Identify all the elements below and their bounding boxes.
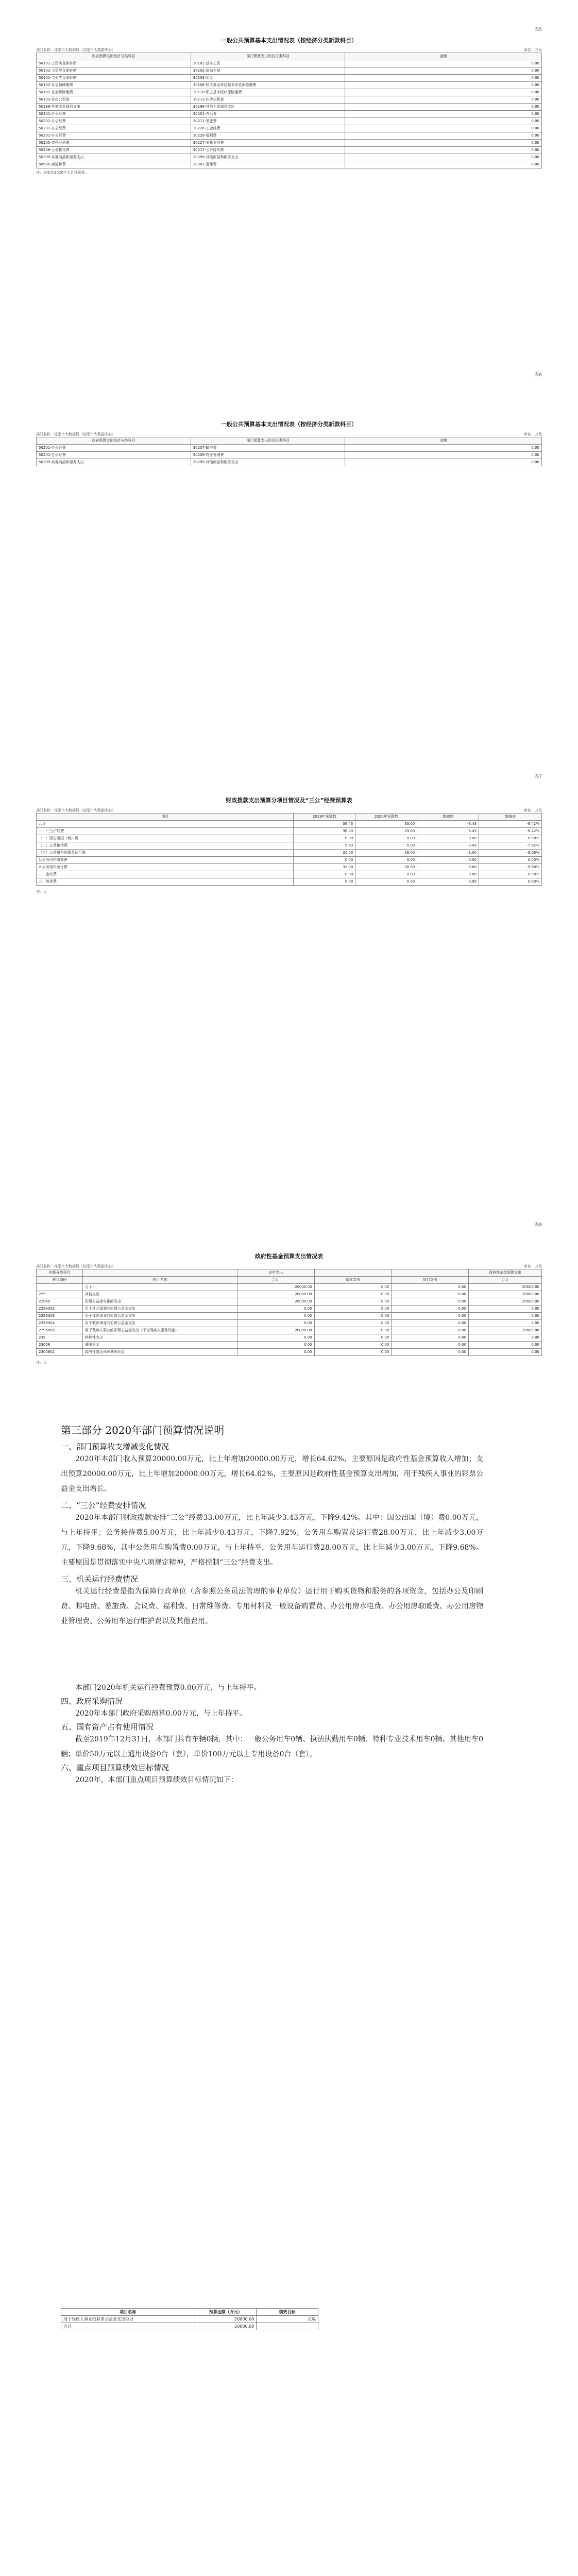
table-cell: 30108-机关事业单位基本养老保险缴费 (191, 82, 345, 89)
table-cell: 50201-办公经费 (37, 445, 191, 452)
table-cell: 调出资金 (82, 1342, 237, 1349)
table-cell: 2.公务用车运行费 (37, 864, 294, 871)
table-row (37, 147, 542, 154)
table-cell: 0.00 (345, 140, 542, 147)
page-number: 表7 (534, 774, 542, 779)
paragraph: 2020年本部门财政拨款安排“三公”经费33.00万元，比上年减少3.43万元，下降9.42%。其中：因公出国（境）费0.00万元，与上年持平；公务接待费5.00万元，比上年减少0.43万元，下降7.92%；公务用车购置及运行费28.00万元，比上年减少3.00万元，下降9.68%，其中公务用车购置费0.00万元，与上年持平，公务用车运行费28.00万元，比上年减少3.00万元，下降9.68%。主要原因是贯彻落实中央八项规定精神，严格控制“三公”经费支出。 (61, 1514, 483, 1567)
table-cell: 50299-其他商品和服务支出 (37, 154, 191, 161)
table-cell: 50201-办公经费 (37, 111, 191, 118)
table-cell: 0.00 (469, 1334, 542, 1342)
table-cell: 2300802 (37, 1349, 83, 1356)
table-cell: 30299-其他商品和服务支出 (191, 154, 345, 161)
sub-column-header: 基本支出 (314, 1277, 392, 1284)
column-header: 金额 (345, 53, 542, 60)
column-header: 功能分类科目 (37, 1269, 83, 1277)
table-row (37, 154, 542, 161)
section-heading: 三、机关运行经费情况 (61, 1574, 139, 1584)
table-cell: 0.00 (392, 1284, 469, 1291)
table-cell: -9.68% (479, 864, 542, 871)
table-cell: -3.00 (417, 850, 479, 857)
header-row (37, 437, 542, 445)
unit-label: 单位：万元 (524, 808, 542, 812)
table-title: 一般公共预算基本支出情况表（按经济分类新款科目） (221, 421, 357, 428)
table-cell: -3.43 (417, 828, 479, 835)
table-row (37, 871, 542, 878)
table-cell: 0.00 (294, 835, 355, 842)
table-row (37, 1313, 542, 1320)
table-cell: 20000.00 (469, 1291, 542, 1298)
table-cell: 50101-工资奖金津补贴 (37, 67, 191, 75)
table-row (37, 850, 542, 857)
table-cell: -0.43 (417, 842, 479, 850)
table-cell: 36.43 (294, 821, 355, 828)
column-header: 绩效目标 (257, 2309, 318, 2316)
table-row (37, 89, 542, 96)
table-cell: 0.00% (479, 878, 542, 886)
table-cell: 229 (37, 1291, 83, 1298)
table-row (37, 1284, 542, 1291)
table-cell: 0.00 (345, 452, 542, 459)
table-cell: 0.00 (294, 878, 355, 886)
table-cell: 50101-工资奖金津补贴 (37, 60, 191, 67)
budget-table (36, 53, 542, 168)
table-cell: 0.00 (469, 1320, 542, 1327)
unit-line (36, 808, 542, 813)
table-cell: 0.00 (237, 1334, 314, 1342)
table-cell: 合 计 (82, 1284, 237, 1291)
table-cell: 0.00 (417, 857, 479, 864)
table-cell: 2296002 (37, 1306, 83, 1313)
budget-table (36, 813, 542, 886)
table-cell: 0.00 (392, 1327, 469, 1334)
section-heading: 四、政府采购情况 (61, 1697, 123, 1706)
column-header: 2020年预算数 (355, 814, 417, 821)
performance-table (61, 2308, 318, 2330)
table-row (37, 445, 542, 452)
table-cell: 50201-办公经费 (37, 125, 191, 132)
table-cell: 用于残疾人事业的彩票公益金支出（不含残疾人服务设施） (82, 1327, 237, 1334)
table-cell: 0.00 (345, 82, 542, 89)
table-cell: 0.00 (314, 1298, 392, 1306)
table-cell: 5.43 (294, 842, 355, 850)
table-cell: 23008 (37, 1342, 83, 1349)
table-row (37, 1298, 542, 1306)
sub-column-header: 项目支出 (392, 1277, 469, 1284)
table-cell: 0.00 (314, 1284, 392, 1291)
table-cell: 30207-邮电费 (191, 445, 345, 452)
table-cell (257, 2323, 318, 2330)
paragraph: 2020年本部门政府采购预算0.00万元，与上年持平。 (75, 1709, 247, 1718)
table-cell: 0.00 (345, 445, 542, 452)
table-cell: 2296006 (37, 1327, 83, 1334)
column-header: 政府预算支出经济分类科目 (37, 53, 191, 60)
unit-line (36, 1264, 542, 1269)
table-cell: 0.00 (345, 125, 542, 132)
table-cell: 2296003 (37, 1313, 83, 1320)
part-title: 第三部分 2020年部门预算情况说明 (61, 1424, 225, 1436)
table-cell: 0.00 (345, 89, 542, 96)
table-cell: 0.00 (355, 857, 417, 864)
column-header: 项目 (37, 814, 294, 821)
column-header: 项目名称 (61, 2309, 195, 2316)
table-cell: 0.00 (345, 154, 542, 161)
table-cell: 用于残疾人事业的彩票公益金支出项目 (61, 2316, 195, 2323)
table-cell: 转移性支出 (82, 1334, 237, 1342)
table-cell: -7.92% (479, 842, 542, 850)
table-row (37, 857, 542, 864)
table-title: 财政拨款支出预算分项目情况及“三公”经费预算表 (226, 797, 352, 804)
table-cell: 20000.00 (237, 1284, 314, 1291)
table-cell: 0.00 (314, 1320, 392, 1327)
table-cell: 三、培训费 (37, 878, 294, 886)
table-cell: 0.00 (237, 1342, 314, 1349)
table-cell: 30199-其他工资福利支出 (191, 104, 345, 111)
table-cell: 0.00 (345, 132, 542, 140)
table-cell: 0.00% (479, 857, 542, 864)
table-row (37, 835, 542, 842)
paragraph: 截至2019年12月31日，本部门共有车辆0辆，其中：一般公务用车0辆、执法执勤用车0辆、特种专业技术用车0辆、其他用车0辆；单价50万元以上通用设备0台（套），单价100万元以上专用设备0台（套）。 (61, 1735, 483, 1758)
table-cell: 30113-住房公积金 (191, 96, 345, 104)
table-cell: 0.00 (314, 1327, 392, 1334)
table-cell: 0.00 (392, 1298, 469, 1306)
table-cell: 0.00 (345, 147, 542, 154)
table-row (37, 118, 542, 125)
table-cell: 31.00 (294, 864, 355, 871)
table-cell: 30102-津贴补贴 (191, 67, 345, 75)
sub-column-header: 科目名称 (82, 1277, 237, 1284)
unit-label: 单位：万元 (524, 48, 542, 52)
table-cell: 22960 (37, 1298, 83, 1306)
column-header: 部门预算支出经济分类科目 (191, 53, 345, 60)
unit-label: 单位：万元 (524, 432, 542, 436)
table-cell: 其他支出 (82, 1291, 237, 1298)
table-cell: 0.00 (469, 1306, 542, 1313)
table-cell: 用于教育事业的彩票公益金支出 (82, 1320, 237, 1327)
table-cell: 0.00 (345, 104, 542, 111)
column-header: 部门预算支出经济分类科目 (191, 437, 345, 445)
table-cell: 0.00 (417, 835, 479, 842)
table-row (37, 1306, 542, 1313)
table-row (37, 82, 542, 89)
table-row (37, 96, 542, 104)
table-cell: 0.00% (479, 871, 542, 878)
budget-table (36, 437, 542, 466)
column-header: 政府预算支出经济分类科目 (37, 437, 191, 445)
table-cell: 50905-离退休费 (37, 161, 191, 168)
table-cell: 用于社会福利的彩票公益金支出 (82, 1306, 237, 1313)
table-row (37, 1349, 542, 1356)
table-cell: 30299-其他商品和服务支出 (191, 459, 345, 466)
table-row (37, 452, 542, 459)
table-row (37, 140, 542, 147)
table-cell: 0.00 (237, 1320, 314, 1327)
table-cell: 0.00 (392, 1306, 469, 1313)
table-cell (37, 1284, 83, 1291)
dept-name: 部门名称：沈阳市大数据局（沈阳市大数据中心） (36, 1264, 115, 1268)
header-row (37, 1277, 542, 1284)
table-row (37, 842, 542, 850)
table-cell: 0.00 (355, 835, 417, 842)
table-row (37, 459, 542, 466)
dept-name: 部门名称：沈阳市大数据局（沈阳市大数据中心） (36, 432, 115, 436)
table-cell: 30201-办公费 (191, 111, 345, 118)
table-cell: 50299-其他商品和服务支出 (37, 459, 191, 466)
table-row (37, 104, 542, 111)
table-cell: 0.00 (314, 1313, 392, 1320)
column-header: 预算金额（万元） (195, 2309, 257, 2316)
table-cell: 0.00 (294, 857, 355, 864)
table-cell: 30227-委托业务费 (191, 140, 345, 147)
table-cell: 50201-办公经费 (37, 118, 191, 125)
unit-label: 单位：万元 (524, 1264, 542, 1268)
column-header (314, 1269, 392, 1277)
paragraph: 2020年，本部门重点项目预算绩效目标情况如下： (75, 1776, 238, 1784)
table-cell: 30101-基本工资 (191, 60, 345, 67)
column-header: 2019年预算数 (294, 814, 355, 821)
table-cell: 0.00 (469, 1313, 542, 1320)
table-cell: 0.00 (345, 60, 542, 67)
table-cell: 0.00 (314, 1334, 392, 1342)
table-cell: 30209-物业管理费 (191, 452, 345, 459)
table-cell: 0.00 (417, 878, 479, 886)
table-cell: 0.00 (469, 1349, 542, 1356)
table-title: 政府性基金预算支出情况表 (255, 1253, 323, 1260)
table-row (37, 67, 542, 75)
table-cell: 20000.00 (469, 1284, 542, 1291)
table-cell: 20000.00 (195, 2316, 257, 2323)
table-row (37, 125, 542, 132)
dept-name: 部门名称：沈阳市大数据局（沈阳市大数据中心） (36, 48, 115, 52)
table-cell: 230 (37, 1334, 83, 1342)
table-cell: 20000.00 (195, 2323, 257, 2330)
table-cell: 彩票公益金安排的支出 (82, 1298, 237, 1306)
table-cell: 31.00 (294, 850, 355, 857)
header-row (37, 53, 542, 60)
part3-section (61, 1422, 483, 1788)
table-cell: 30103-奖金 (191, 75, 345, 82)
column-header (82, 1269, 237, 1277)
table-cell: 0.00 (345, 118, 542, 125)
table-cell: 0.00 (345, 161, 542, 168)
table-cell: -3.00 (417, 864, 479, 871)
table-cell: 50101-工资奖金津补贴 (37, 75, 191, 82)
table-cell: 28.00 (355, 850, 417, 857)
table-cell: 0.00 (294, 871, 355, 878)
table-title: 一般公共预算基本支出情况表（按经济分类新款科目） (221, 37, 357, 44)
table-row (37, 1342, 542, 1349)
table-cell: 20000.00 (469, 1298, 542, 1306)
table-cell: -9.42% (479, 821, 542, 828)
column-header: 金额 (345, 437, 542, 445)
table-cell: 0.00 (237, 1349, 314, 1356)
table-cell: 28.00 (355, 864, 417, 871)
table-row (37, 1291, 542, 1298)
table-row (37, 132, 542, 140)
table-note: 注：无 (36, 890, 47, 894)
table-cell: 0.00% (479, 835, 542, 842)
table-cell: 30217-公务接待费 (191, 147, 345, 154)
table-cell: 用于体育事业的彩票公益金支出 (82, 1313, 237, 1320)
table-cell: 合计 (37, 821, 294, 828)
table-cell: 20000.00 (237, 1327, 314, 1334)
table-row (61, 2323, 318, 2330)
table-cell: 0.00 (345, 67, 542, 75)
table-row (37, 161, 542, 168)
table-cell: 0.00 (314, 1342, 392, 1349)
table-row (37, 1334, 542, 1342)
table-cell: 30302-退休费 (191, 161, 345, 168)
table-row (37, 864, 542, 871)
table-cell: 0.00 (392, 1320, 469, 1327)
table-cell: 0.00 (392, 1291, 469, 1298)
table-note: 注：无 (36, 1361, 47, 1365)
table-cell: 0.00 (392, 1313, 469, 1320)
table-cell: -9.68% (479, 850, 542, 857)
table-cell: 0.00 (345, 459, 542, 466)
table-cell: 0.00 (355, 871, 417, 878)
sub-column-header: 合计 (469, 1277, 542, 1284)
table-cell: 0.00 (314, 1291, 392, 1298)
section-heading: 二、“三公”经费安排情况 (61, 1501, 146, 1510)
section-heading: 一、部门预算收支增减变化情况 (61, 1442, 169, 1451)
table-cell: （三）公务用车购置及运行费 (37, 850, 294, 857)
table-cell: -3.43 (417, 821, 479, 828)
column-header (392, 1269, 469, 1277)
table-cell: 33.00 (355, 821, 417, 828)
table-cell: 36.43 (294, 828, 355, 835)
paragraph: 本部门2020年机关运行经费预算0.00万元，与上年持平。 (75, 1684, 261, 1692)
dept-name: 部门名称：沈阳市大数据局（沈阳市大数据中心） (36, 808, 115, 812)
column-header: 政府性基金预算支出 (469, 1269, 542, 1277)
table-cell: （一）因公出国（境）费 (37, 835, 294, 842)
table-cell: 50199-其他工资福利支出 (37, 104, 191, 111)
column-header: 增减额 (417, 814, 479, 821)
table-cell: 30211-差旅费 (191, 118, 345, 125)
table-cell: 0.00 (237, 1306, 314, 1313)
table-cell: 0.00 (417, 871, 479, 878)
sub-column-header: 科目编码 (37, 1277, 83, 1284)
budget-table (36, 1269, 542, 1356)
table-cell: 0.00 (355, 878, 417, 886)
table-cell: 0.00 (392, 1334, 469, 1342)
table-cell: 50201-办公经费 (37, 452, 191, 459)
table-cell: 50103-住房公积金 (37, 96, 191, 104)
table-cell: 2296004 (37, 1320, 83, 1327)
table-cell: 5.00 (355, 842, 417, 850)
column-header: 增减率 (479, 814, 542, 821)
table-row (37, 878, 542, 886)
unit-line (36, 47, 542, 53)
table-row (37, 75, 542, 82)
table-cell: 50205-委托业务费 (37, 140, 191, 147)
table-cell: 20000.00 (237, 1298, 314, 1306)
table-row (37, 111, 542, 118)
table-cell: 20000.00 (469, 1327, 542, 1334)
table-row (37, 60, 542, 67)
table-cell: -9.42% (479, 828, 542, 835)
table-row (61, 2316, 318, 2323)
table-cell: 1.公务用车购置费 (37, 857, 294, 864)
paragraph: 机关运行经费是指为保障行政单位（含参照公务员法管理的事业单位）运行用于购买货物和服务的各项资金，包括办公及印刷费、邮电费、差旅费、会议费、福利费、日常维修费、专用材料及一般设备购置费、办公用房水电费、办公用房取暖费、办公用房物业管理费、公务用车运行维护费以及其他费用。 (61, 1587, 483, 1625)
table-cell: 50206-公务接待费 (37, 147, 191, 154)
table-cell: 50102-社会保障缴费 (37, 82, 191, 89)
table-cell: 0.00 (314, 1349, 392, 1356)
table-cell: 30229-福利费 (191, 132, 345, 140)
table-cell: 一、“三公”经费 (37, 828, 294, 835)
table-cell: 20000.00 (237, 1291, 314, 1298)
table-cell: 0.00 (345, 75, 542, 82)
table-cell: 0.00 (345, 96, 542, 104)
page-number: 表6 (534, 372, 542, 378)
table-cell: 0.00 (345, 111, 542, 118)
paragraph: 2020年本部门收入预算20000.00万元，比上年增加20000.00万元，增长64.62%，主要原因是政府性基金预算收入增加；支出预算20000.00万元，比上年增加20000.00万元，增长64.62%，主要原因是政府性基金预算支出增加，用于残疾人事业的彩票公益金支出增长。 (61, 1455, 483, 1493)
page-number: 表8 (534, 1223, 542, 1228)
table-cell: 二、会议费 (37, 871, 294, 878)
table-cell: 0.00 (392, 1349, 469, 1356)
table-row (37, 1320, 542, 1327)
table-note: 注：本单位2020年无此项预算。 (36, 171, 89, 175)
table-row (37, 821, 542, 828)
column-header: 本年支出 (237, 1269, 314, 1277)
table-cell: 政府性基金预算调出资金 (82, 1349, 237, 1356)
table-cell: 50201-办公经费 (37, 132, 191, 140)
table-cell: 完成 (257, 2316, 318, 2323)
sub-column-header: 合计 (237, 1277, 314, 1284)
table-cell: 0.00 (237, 1313, 314, 1320)
table-cell: 33.00 (355, 828, 417, 835)
table-cell: 30228-工会经费 (191, 125, 345, 132)
table-cell: 0.00 (392, 1342, 469, 1349)
header-row (61, 2309, 318, 2316)
table-cell: 合计 (61, 2323, 195, 2330)
table-cell: 0.00 (314, 1306, 392, 1313)
header-row (37, 814, 542, 821)
table-row (37, 828, 542, 835)
table-cell: 30110-职工基本医疗保险缴费 (191, 89, 345, 96)
table-cell: 50102-社会保障缴费 (37, 89, 191, 96)
header-row (37, 1269, 542, 1277)
page-number: 表5 (534, 27, 542, 32)
section-heading: 五、国有资产占有使用情况 (61, 1722, 154, 1732)
unit-line (36, 432, 542, 437)
section-heading: 六、重点项目预算绩效目标情况 (61, 1763, 169, 1772)
table-cell: 0.00 (469, 1342, 542, 1349)
table-cell: （二）公务接待费 (37, 842, 294, 850)
table-row (37, 1327, 542, 1334)
